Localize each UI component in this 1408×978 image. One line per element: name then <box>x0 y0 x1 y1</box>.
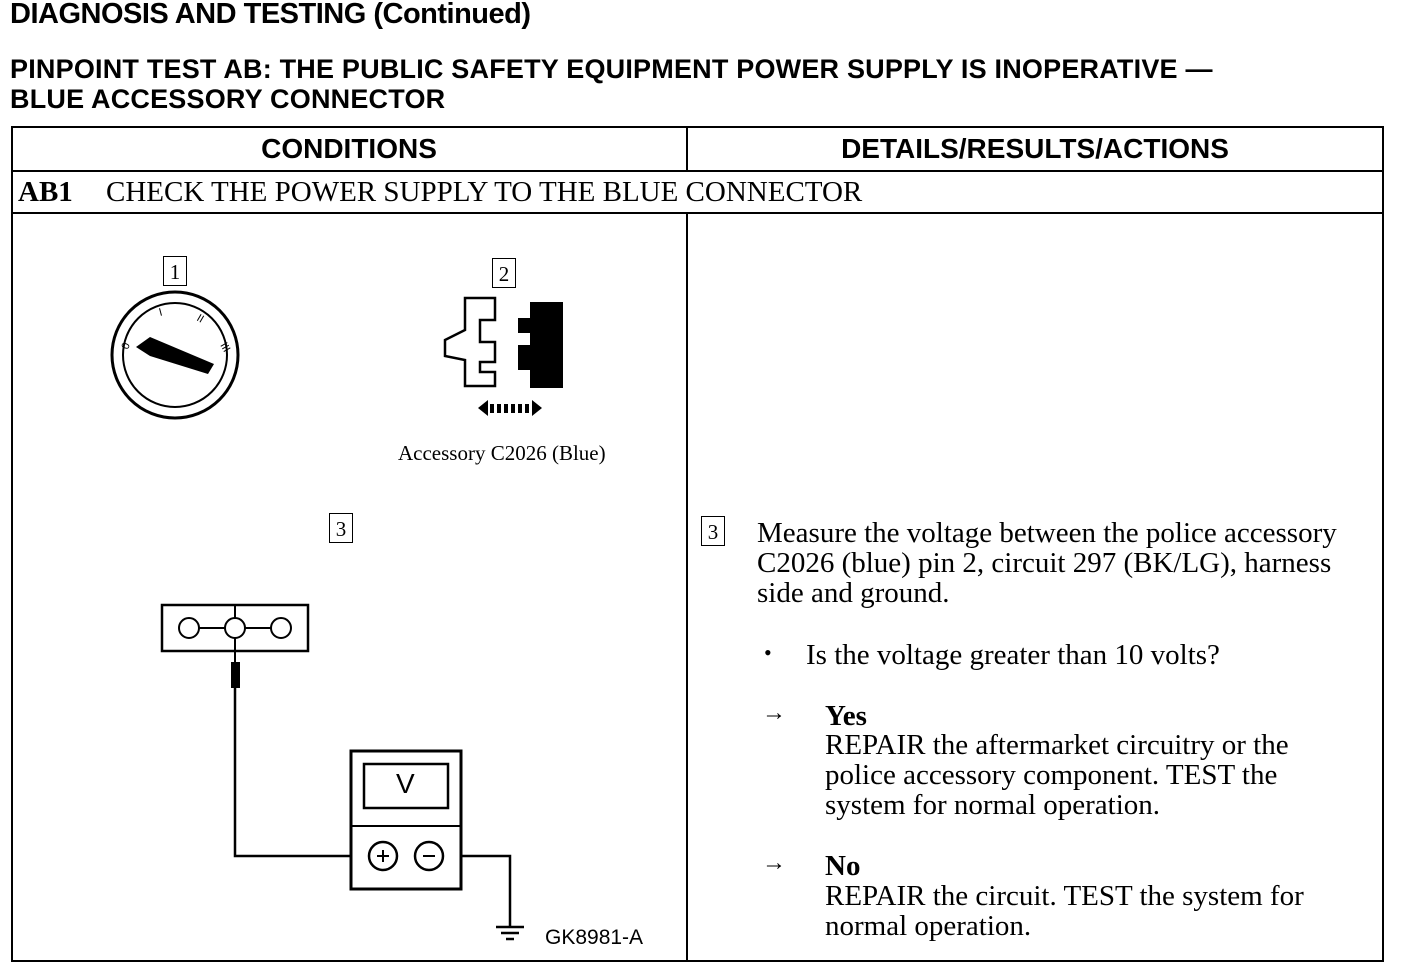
no-action: REPAIR the circuit. TEST the system for normal operation. <box>825 880 1304 942</box>
no-arrow-icon: → <box>762 850 786 876</box>
harness-connector-icon <box>162 605 308 651</box>
bullet-icon: • <box>764 640 772 665</box>
yes-label: Yes <box>825 700 867 732</box>
no-label: No <box>825 850 861 882</box>
yes-arrow-icon: → <box>762 700 786 726</box>
callout-3: 3 <box>329 513 353 543</box>
step-id: AB1 <box>18 176 73 208</box>
measure-instruction: Measure the voltage between the police accessory C2026 (blue) pin 2, circuit 297 (BK/LG), harness side and ground. <box>757 517 1337 609</box>
svg-text:II: II <box>194 312 206 326</box>
svg-text:I: I <box>157 306 164 319</box>
test-title-line-2: BLUE ACCESSORY CONNECTOR <box>10 84 446 114</box>
connector-caption: Accessory C2026 (Blue) <box>398 441 606 465</box>
details-callout-3: 3 <box>701 516 725 546</box>
svg-text:0: 0 <box>119 341 133 352</box>
conditions-column-header: CONDITIONS <box>261 133 437 164</box>
callout-2: 2 <box>492 258 516 288</box>
disconnect-arrow-icon <box>478 400 542 416</box>
test-question: Is the voltage greater than 10 volts? <box>806 639 1220 671</box>
connector-icon <box>445 298 563 388</box>
step-title: CHECK THE POWER SUPPLY TO THE BLUE CONNECTOR <box>106 176 863 208</box>
callout-1: 1 <box>163 256 187 286</box>
yes-action: REPAIR the aftermarket circuitry or the police accessory component. TEST the system for normal operation. <box>825 729 1289 821</box>
ground-symbol-icon <box>496 927 524 939</box>
voltmeter-label: V <box>396 768 415 799</box>
page-title: DIAGNOSIS AND TESTING (Continued) <box>10 0 531 30</box>
svg-text:III: III <box>217 340 233 355</box>
ignition-switch-icon <box>112 292 238 418</box>
details-column-header: DETAILS/RESULTS/ACTIONS <box>841 133 1229 164</box>
test-title-line-1: PINPOINT TEST AB: THE PUBLIC SAFETY EQUIPMENT POWER SUPPLY IS INOPERATIVE — <box>10 54 1213 84</box>
figure-code: GK8981-A <box>545 926 644 949</box>
